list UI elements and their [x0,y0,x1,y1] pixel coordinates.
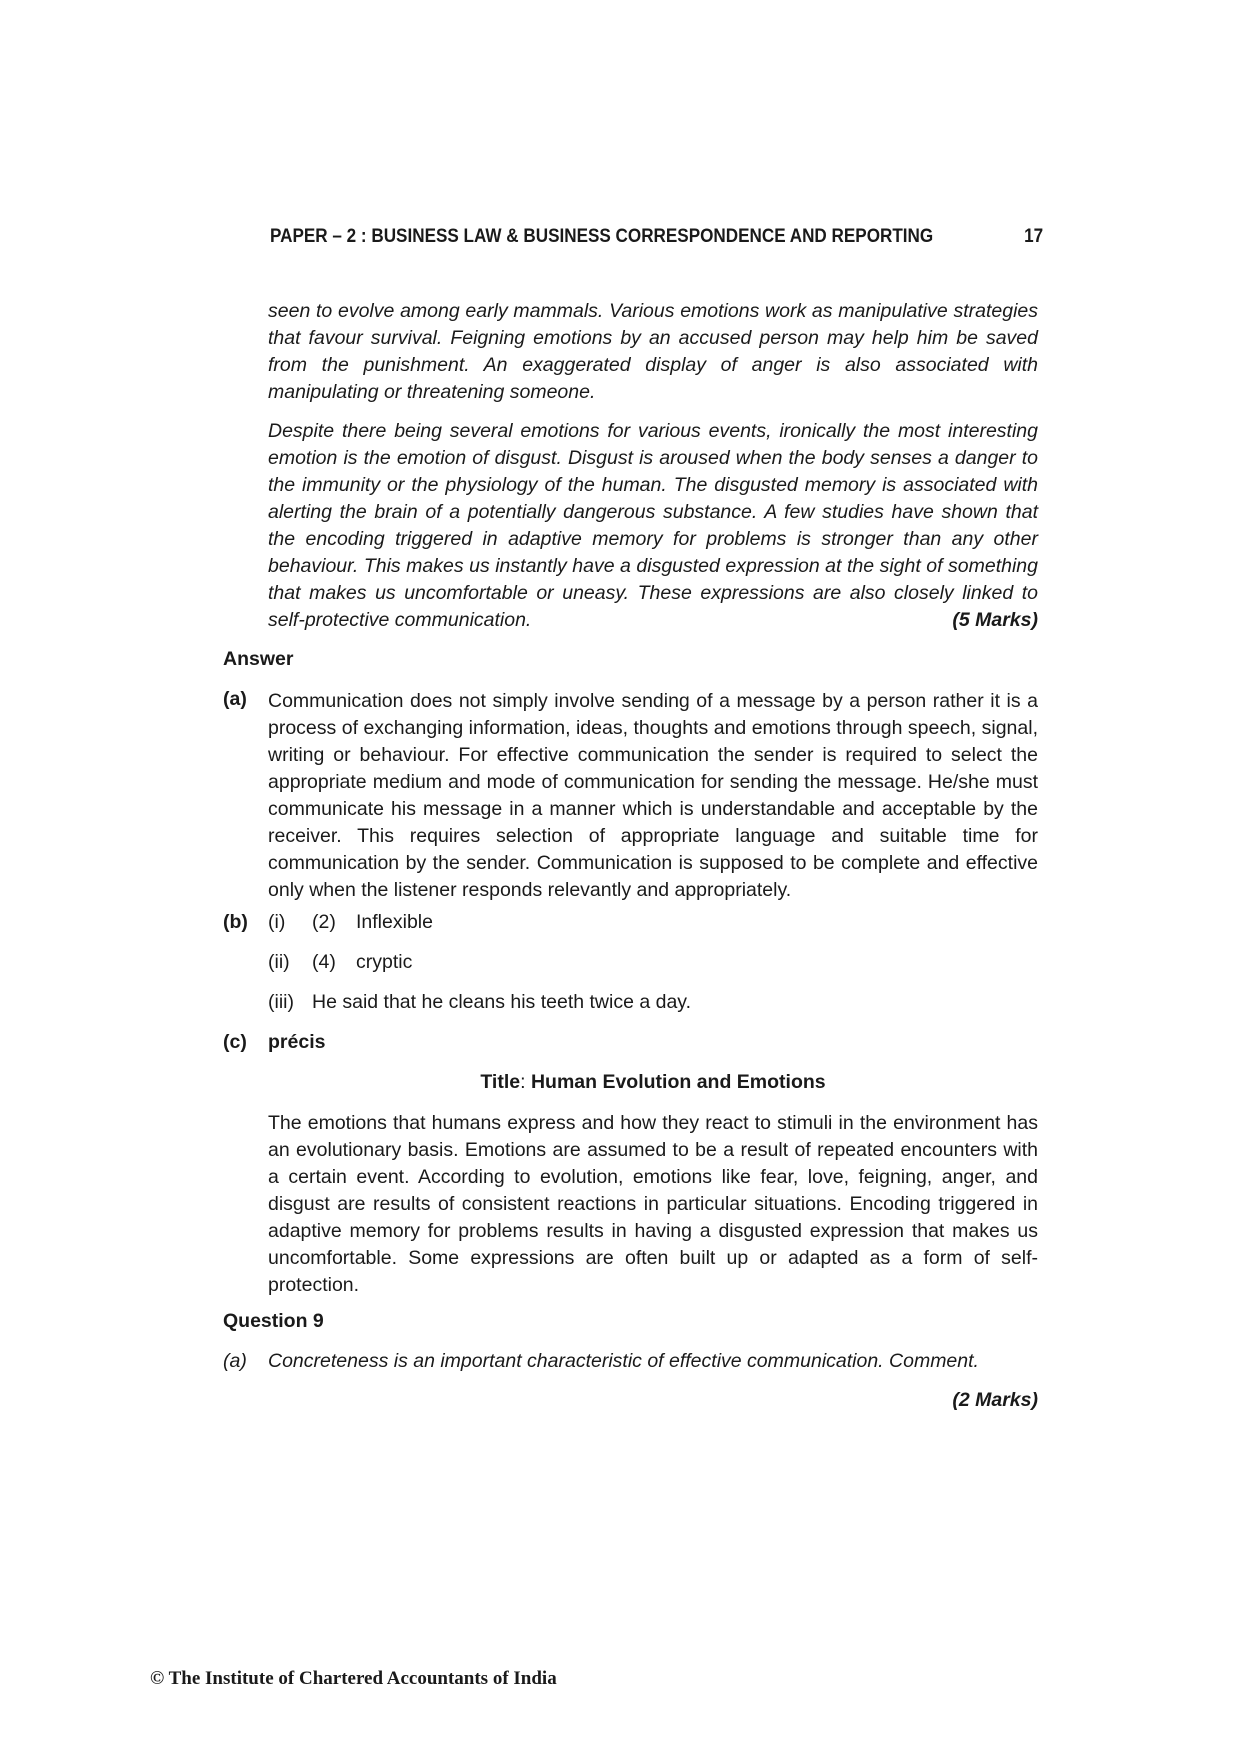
answer-b-item-1 [268,911,433,934]
page-number: 17 [1024,226,1044,247]
item-option: (2) [312,911,336,933]
answer-a-label: (a) [223,688,247,710]
answer-c-heading: précis [268,1031,326,1053]
question-9-marks: (2 Marks) [952,1389,1038,1411]
answer-b-label: (b) [223,911,248,933]
item-answer: He said that he cleans his teeth twice a day. [312,991,692,1013]
precis-title: Human Evolution and Emotions [530,1071,826,1093]
precis-text: The emotions that humans express and how they react to stimuli in the environment has an evolutionary basis. Emotions are assumed to be a result of repeated encounters with a certain event. According to evolution, emotions like fear, love, feigning, anger, and disgust are results of consistent reactions in particular situations. Encoding triggered in adaptive memory for problems results in having a disgusted expression that makes us uncomfortable. Some expressions are often built up or adapted as a form of self-protection. [268,1112,1038,1296]
answer-b-item-2 [268,951,413,974]
passage-text-1: seen to evolve among early mammals. Various emotions work as manipulative strategies that favour survival. Feigning emotions by an accused person may help him be saved from the punishment. An exaggerated display of anger is also associated with manipulating or threatening someone. [268,300,1038,403]
item-answer: cryptic [356,951,413,973]
passage-text-2 [268,418,1038,634]
footer-copyright: © The Institute of Chartered Accountants of India [150,1668,557,1689]
passage-text-2-body: Despite there being several emotions for various events, ironically the most interesting emotion is the emotion of disgust. Disgust is aroused when the body senses a danger to the immunity or the physiology of the human. The disgusted memory is associated with alerting the brain of a potentially dangerous substance. A few studies have shown that the encoding triggered in adaptive memory for problems is stronger than any other behaviour. This makes us instantly have a disgusted expression at the sight of something that makes us uncomfortable or uneasy. These expressions are also closely linked to self-protective communication. [268,420,1038,631]
precis-title-line [268,1071,1038,1094]
item-number: (i) [268,911,286,933]
paper-title: PAPER – 2 : BUSINESS LAW & BUSINESS CORRESPONDENCE AND REPORTING [270,226,934,247]
precis-title-label: Title [480,1071,521,1093]
item-option: (4) [312,951,336,973]
page-header [270,226,1044,250]
answer-c-label: (c) [223,1031,247,1053]
question-9-a-label: (a) [223,1350,247,1372]
passage-marks: (5 Marks) [952,609,1038,631]
item-number: (iii) [268,991,294,1013]
question-9-a-text: Concreteness is an important characteristic of effective communication. Comment. [268,1350,979,1372]
precis-title-separator: : [520,1071,526,1093]
item-number: (ii) [268,951,290,973]
question-9-heading: Question 9 [223,1310,324,1332]
passage-paragraph-2 [268,418,1038,634]
passage-paragraph-1 [268,298,1038,406]
answer-a-text: Communication does not simply involve sending of a message by a person rather it is a process of exchanging information, ideas, thoughts and emotions through speech, signal, writing or behaviour. For effective communication the sender is required to select the appropriate medium and mode of communication for sending the message. He/she must communicate his message in a manner which is understandable and acceptable by the receiver. This requires selection of appropriate language and suitable time for communication by the sender. Communication is supposed to be complete and effective only when the listener responds relevantly and appropriately. [268,690,1038,901]
answer-heading: Answer [223,648,294,670]
item-answer: Inflexible [356,911,433,933]
answer-b-item-3 [268,991,692,1014]
